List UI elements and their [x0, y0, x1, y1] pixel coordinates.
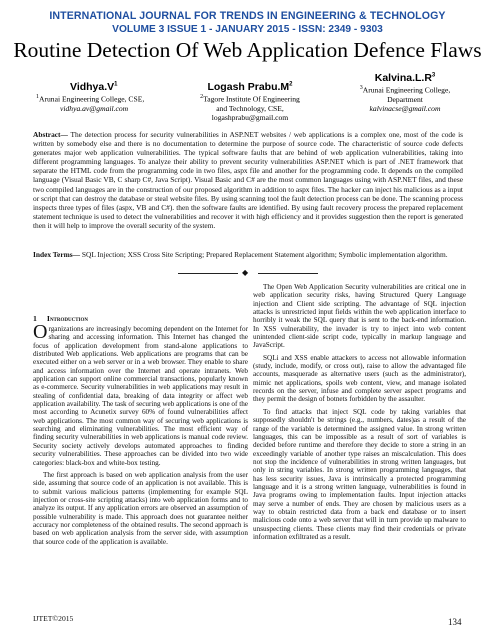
author-name: $Vidhya.V^1$: [70, 81, 118, 93]
index-terms-label: Index Terms—: [33, 250, 81, 259]
index-terms-text: SQL Injection; XSS Cross Site Scripting; Prepared Replacement Statement algorithm; Symbolic implementation algorithm.: [81, 250, 448, 259]
intro-paragraph-2: The first approach is based on web application analysis from the user side, assuming that source code of an application is not available. This is to submit various malicious patterns (implementing for example SQL injection or cross-site scripting attacks) into web application forms and to analyze its output. If any application errors are observed an assumption of possible vulnerability is made. This approach does not guarantee neither accuracy nor completeness of the obtained results. The second approach is based on web application analysis from the server side, with assumption that source code of the application is available.: [33, 470, 248, 546]
intro-paragraph-1: Organizations are increasingly becoming dependent on the Internet for sharing and accessing information. This Internet has changed the focus of application development from stand-alone applications to distributed Web applications. Web applications are programs that can be executed either on a web server or in a web browser. They enable to share and access information over the Internet and operate intranets. Web application can support online commercial transactions, popularly known as e-commerce. Security vulnerabilities in web applications may result in stealing of confidential data, breaking of data integrity or affect web application availability. The task of securing web applications is one of the most according to Acunetix survey 60% of found vulnerabilities affect web applications. The most common way of securing web applications is searching and eliminating vulnerabilities. The most efficient way of finding security vulnerabilities in web applications is manual code review. Security society actively develops automated approaches to finding security vulnerabilities. These approaches can be divided into two wide categories: black-box and white-box testing.: [33, 321, 248, 467]
section-divider-left: [178, 273, 238, 274]
author-name: Logash $Prabu.M^2$: [207, 81, 293, 93]
page-number: 134: [448, 617, 462, 627]
right-paragraph-1: The Open Web Application Security vulnerabilities are critical one in web application security risks, having Structured Query Language injection and Client side scripting. The advantage of SQL injection attacks is unrestricted input fields within the web application interface to horribly it weak the SQL query that is sent to the back-end information. In XSS vulnerability, the invader is try to inject into web content unintended client-side script code, typically in markup language and JavaScript.: [253, 283, 466, 350]
author-email: logashprabu@gmail.com: [211, 113, 289, 123]
author-block-1: [36, 81, 176, 113]
author-email: vidhya.av@gmail.com: [60, 103, 129, 113]
section-title: Introduction: [46, 314, 88, 323]
author-affiliation: $^3$Arunai Engineering College,: [359, 85, 451, 95]
dropcap: O: [33, 321, 48, 343]
author-affiliation-2: Department: [387, 94, 423, 104]
paper-title: Routine Detection Of Web Application Defence Flaws: [13, 38, 482, 62]
right-paragraph-2: SQLi and XSS enable attackers to access not allowable information (study, include, modify, or cross out), raise to allow the advantaged file accounts, masquerade as alternative users (such as the administrator), mimic net applications, spoils web content, view, and manage isolated records on the server, infuse and complete server aspect programs and they permit the design of botnets forbidden by the assaulter.: [253, 353, 466, 404]
left-column: [33, 321, 248, 550]
right-column: [253, 283, 466, 545]
diamond-icon: ◆: [242, 268, 249, 277]
footer-copyright: IJTET©2015: [33, 614, 74, 623]
author-affiliation: $^2$Tagore Institute Of Engineering: [200, 94, 300, 104]
abstract: [33, 130, 463, 230]
author-name: $Kalvina.L.R^3$: [374, 72, 436, 84]
abstract-text: The detection process for security vulnerabilities in ASP.NET websites / web applications is a complex one, most of the code is written by somebody else and there is no documentation to determine the purpose of source code. The characteristic of source code defects generates major web application vulnerabilities. The typical software faults that are behind of web application vulnerabilities, taking into different programming languages. To analyze their ability to prevent security vulnerabilities ASP.NET which is part of .NET framework that separate the HTML code from the programming code in two files, aspx file and another for the programming code. It depends on the compiled language (Visual Basic VB, C sharp C#, Java Script). Visual Basic and C# are the most common languages using with ASP.NET files, and these two compiled languages are in the construction of our proposed algorithm in addition to aspx files. The hacker can inject his malicious as a input or script that can destroy the database or steal website files. By using scanning tool the fault detection process can be done. The scanning process inspects three types of files (aspx, VB and C#). then the software faults are identified. By using fault recovery process the prepared replacement statement technique is used to detect the vulnerabilities and recover it with high efficiency and it provides suggestion then the report is generated then it will help to improve the overall security of the system.: [33, 130, 463, 230]
journal-name: INTERNATIONAL JOURNAL FOR TRENDS IN ENGINEERING & TECHNOLOGY: [49, 10, 446, 22]
author-affiliation-2: and Technology, CSE,: [216, 103, 284, 113]
journal-issue: VOLUME 3 ISSUE 1 - JANUARY 2015 - ISSN: 2349 - 9303: [112, 24, 383, 35]
author-affiliation: $^1$Arunai Engineering College, CSE,: [36, 94, 145, 104]
index-terms: [33, 250, 463, 259]
section-number: 1: [33, 314, 37, 323]
author-block-2: [180, 81, 320, 123]
section-divider-right: [258, 273, 318, 274]
author-email: kalvinacse@gmail.com: [369, 104, 441, 114]
abstract-label: Abstract—: [33, 130, 68, 139]
right-paragraph-3: To find attacks that inject SQL code by taking variables that supposedly shouldn't be strings (e.g., numbers, dates)as a result of the range of the variable is determined the assigned value. In strong written languages, this can be impossible as a result of sort of variables is decided before runtime and therefore they decide to store a string in an exceedingly variable of another type raises an miscalculation. This does not stop the incidence of vulnerabilities in strong written languages, but only in string variables. In strong written programming languages, that has less security issues, Java is intrinsically a protected programming language and it is a strong written language, vulnerabilities is found in Java programs owing to implementation faults. Input injection attacks may serve a number of ends. They are chosen by malicious users as a way to obtain restricted data from a back end database or to insert malicious code onto a web server that will in turn provide up malware to unsuspecting clients. These clients may find their credentials or private information exfiltrated as a result.: [253, 407, 466, 541]
author-block-3: [330, 72, 480, 114]
